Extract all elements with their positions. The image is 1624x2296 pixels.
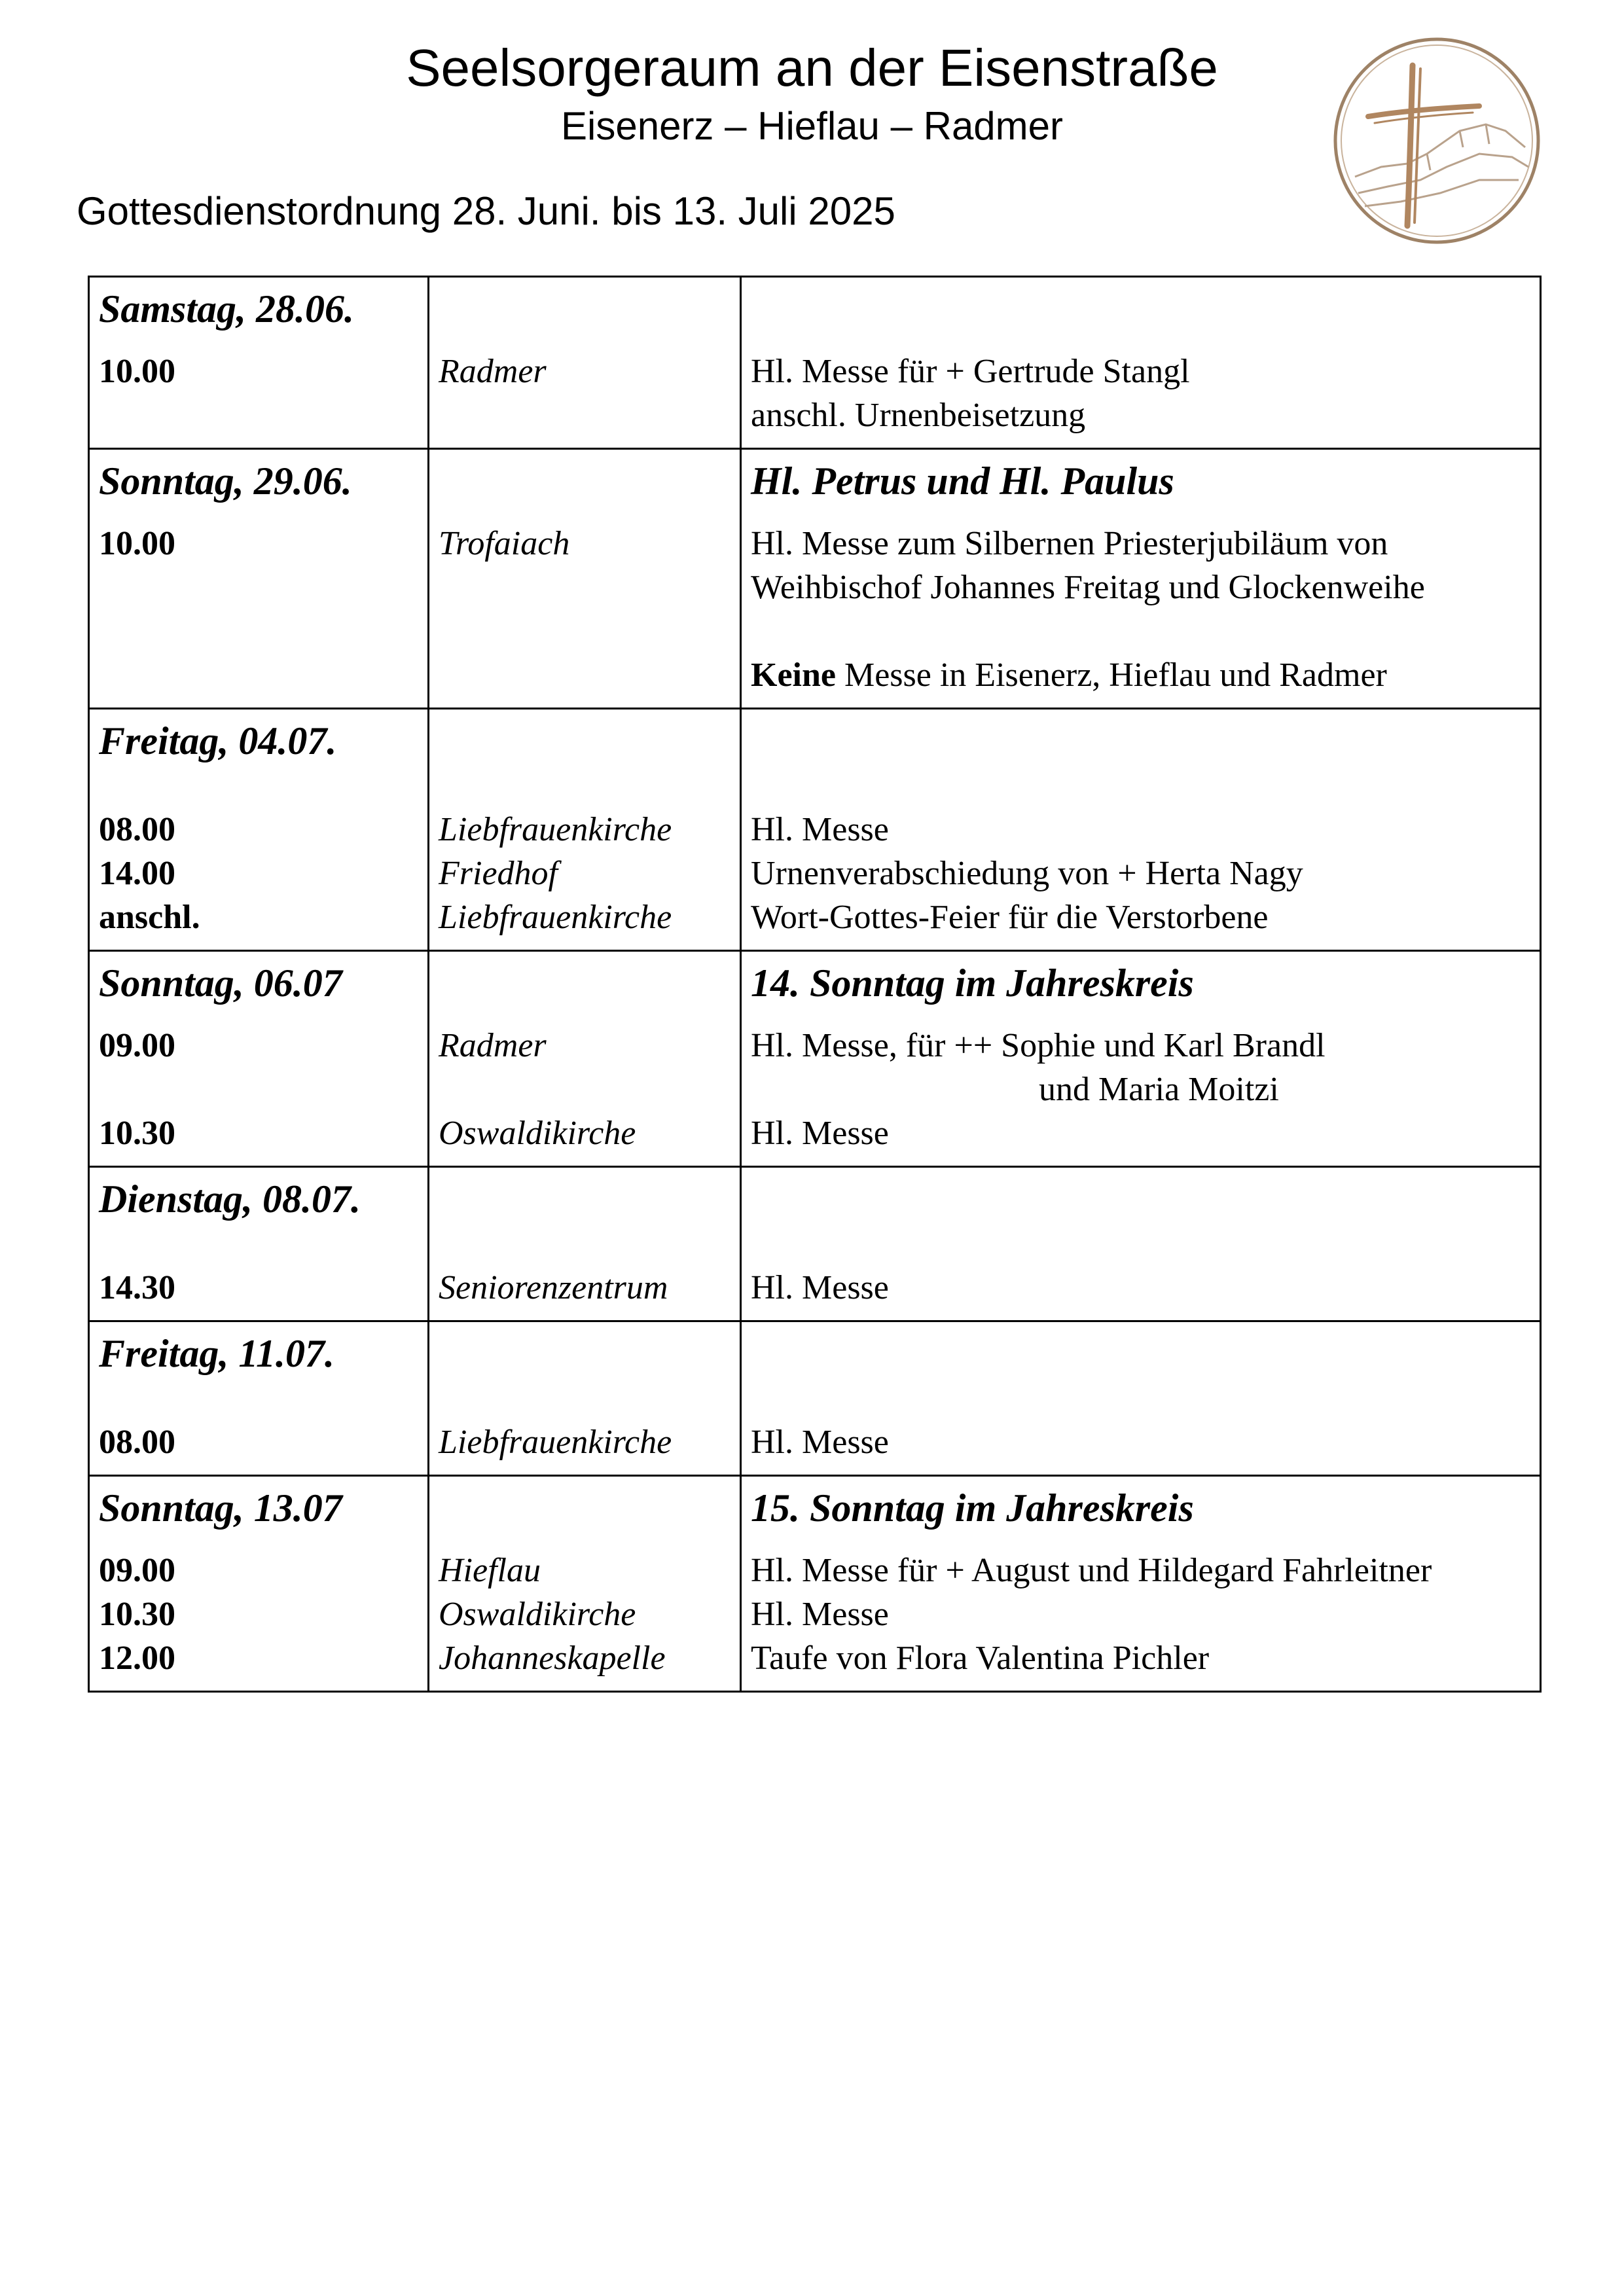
description: Hl. Messe xyxy=(751,1424,889,1461)
page-subtitle: Eisenerz – Hieflau – Radmer xyxy=(560,104,1064,148)
place: Johanneskapelle xyxy=(439,1640,666,1677)
place-cell xyxy=(429,1476,741,1692)
description: Hl. Messe, für ++ Sophie und Karl Brandl xyxy=(751,1027,1326,1064)
place-cell xyxy=(429,951,741,1167)
place-cell xyxy=(429,449,741,709)
time: 12.00 xyxy=(99,1640,175,1677)
description: Urnenverabschiedung von + Herta Nagy xyxy=(751,855,1303,892)
place: Radmer xyxy=(439,353,547,390)
feast-heading: 15. Sonntag im Jahreskreis xyxy=(751,1486,1194,1530)
description-cell xyxy=(741,1321,1541,1476)
day-label: Sonntag, 29.06. xyxy=(99,459,352,503)
description: Hl. Messe xyxy=(751,811,889,848)
schedule-table xyxy=(88,276,1542,1693)
day-label: Dienstag, 08.07. xyxy=(99,1177,361,1221)
place: Liebfrauenkirche xyxy=(439,811,672,848)
place-cell xyxy=(429,1321,741,1476)
description-cell xyxy=(741,1167,1541,1321)
place: Liebfrauenkirche xyxy=(439,1424,672,1461)
description: Hl. Messe zum Silbernen Priesterjubiläum von xyxy=(751,525,1388,562)
place: Oswaldikirche xyxy=(439,1115,636,1152)
day-cell xyxy=(89,709,429,951)
place: Seniorenzentrum xyxy=(439,1269,668,1306)
place: Liebfrauenkirche xyxy=(439,899,672,936)
feast-heading: 14. Sonntag im Jahreskreis xyxy=(751,961,1194,1005)
day-label: Freitag, 11.07. xyxy=(99,1332,335,1375)
time: 10.00 xyxy=(99,525,175,562)
schedule-title: Gottesdienstordnung 28. Juni. bis 13. Juli 2025 xyxy=(77,189,895,233)
time: 10.30 xyxy=(99,1115,175,1152)
time: 14.00 xyxy=(99,855,175,892)
schedule-row xyxy=(89,951,1541,1167)
description: Wort-Gottes-Feier für die Verstorbene xyxy=(751,899,1269,936)
description: Weihbischof Johannes Freitag und Glockenweihe xyxy=(751,569,1425,606)
place: Oswaldikirche xyxy=(439,1596,636,1633)
place-cell xyxy=(429,277,741,449)
description: anschl. Urnenbeisetzung xyxy=(751,397,1086,434)
description: Hl. Messe für + Gertrude Stangl xyxy=(751,353,1190,390)
schedule-row xyxy=(89,1476,1541,1692)
time: anschl. xyxy=(99,899,200,936)
place: Friedhof xyxy=(439,855,558,892)
day-cell xyxy=(89,1167,429,1321)
schedule-row xyxy=(89,277,1541,449)
description: Hl. Messe xyxy=(751,1596,889,1633)
schedule-row xyxy=(89,1167,1541,1321)
description-cell xyxy=(741,709,1541,951)
day-cell xyxy=(89,449,429,709)
description-cell xyxy=(741,449,1541,709)
day-cell xyxy=(89,1476,429,1692)
time: 09.00 xyxy=(99,1552,175,1589)
description-cell xyxy=(741,951,1541,1167)
place-cell xyxy=(429,709,741,951)
place: Radmer xyxy=(439,1027,547,1064)
place: Hieflau xyxy=(439,1552,541,1589)
place-cell xyxy=(429,1167,741,1321)
time: 09.00 xyxy=(99,1027,175,1064)
day-label: Sonntag, 06.07 xyxy=(99,961,342,1005)
notice-emphasis: Keine xyxy=(751,656,836,694)
schedule-row xyxy=(89,449,1541,709)
page-title: Seelsorgeraum an der Eisenstraße xyxy=(406,39,1218,97)
cross-mountain-icon xyxy=(1329,33,1545,249)
day-label: Sonntag, 13.07 xyxy=(99,1486,342,1530)
day-cell xyxy=(89,1321,429,1476)
day-cell xyxy=(89,951,429,1167)
description: Hl. Messe für + August und Hildegard Fahrleitner xyxy=(751,1552,1432,1589)
schedule-row xyxy=(89,709,1541,951)
time: 14.30 xyxy=(99,1269,175,1306)
time: 10.30 xyxy=(99,1596,175,1633)
description: Taufe von Flora Valentina Pichler xyxy=(751,1640,1210,1677)
day-label: Samstag, 28.06. xyxy=(99,287,355,331)
notice-text: Messe in Eisenerz, Hieflau und Radmer xyxy=(835,656,1387,694)
feast-heading: Hl. Petrus und Hl. Paulus xyxy=(751,459,1174,503)
description: und Maria Moitzi xyxy=(1039,1071,1279,1108)
time: 10.00 xyxy=(99,353,175,390)
place: Trofaiach xyxy=(439,525,570,562)
day-label: Freitag, 04.07. xyxy=(99,719,337,762)
time: 08.00 xyxy=(99,811,175,848)
time: 08.00 xyxy=(99,1424,175,1461)
description-cell xyxy=(741,277,1541,449)
description: Hl. Messe xyxy=(751,1115,889,1152)
schedule-row xyxy=(89,1321,1541,1476)
description-cell xyxy=(741,1476,1541,1692)
notice xyxy=(751,653,1530,697)
day-cell xyxy=(89,277,429,449)
description: Hl. Messe xyxy=(751,1269,889,1306)
